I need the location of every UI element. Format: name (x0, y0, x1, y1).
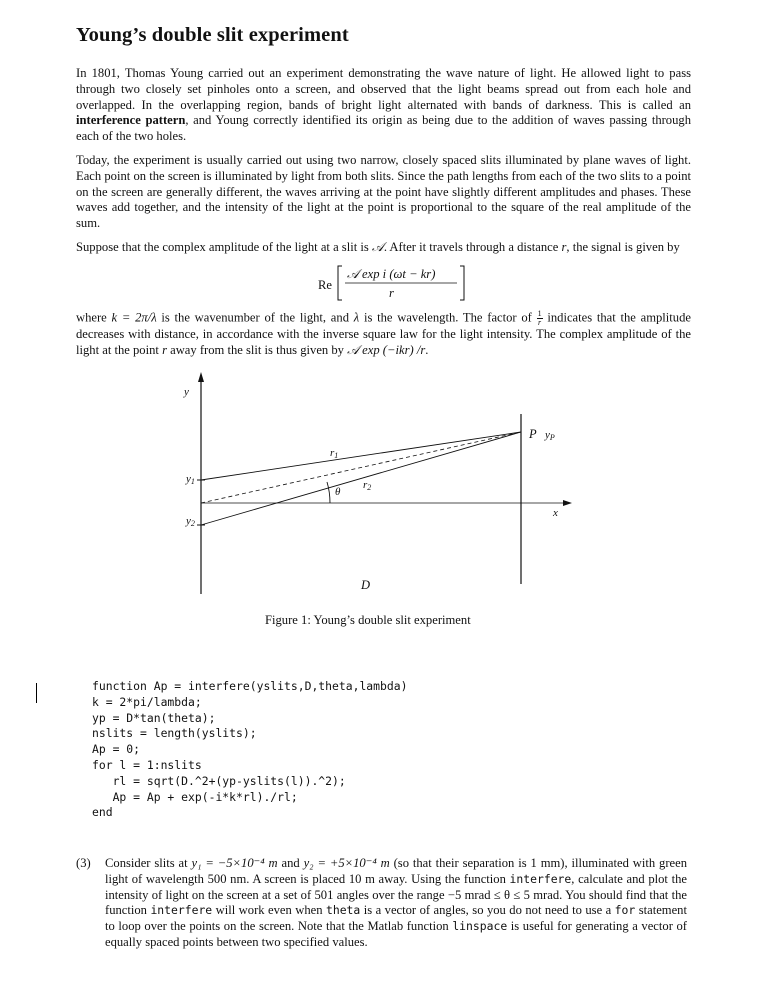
amp-text-c: , the signal is given by (566, 240, 680, 254)
lambda-symbol: λ (353, 310, 360, 325)
text-cursor (36, 683, 37, 703)
label-theta: θ (335, 486, 341, 498)
label-r2: r2 (363, 479, 372, 492)
r-symbol: r (162, 342, 167, 357)
q-text-a: Consider slits at (105, 856, 192, 870)
distance-symbol: r (561, 240, 567, 254)
interfere-keyword-2: interfere (150, 903, 213, 918)
figure-caption: Figure 1: Young’s double slit experiment (265, 613, 471, 627)
label-y: y (184, 386, 189, 398)
question-number: (3) (76, 856, 91, 870)
label-y1: y1 (186, 473, 195, 486)
amp-text-b: . After it travels through a distance (383, 240, 562, 254)
real-part-operator: Re (318, 278, 332, 292)
for-keyword: for (614, 903, 636, 918)
q-text-b: and (277, 856, 304, 870)
label-r1: r1 (330, 447, 339, 460)
amplitude-paragraph (76, 240, 691, 256)
label-x: x (553, 507, 558, 519)
intro-tail: , and Young correctly identified its origin as being due to the addition of waves passing through each of the two holes. (76, 113, 691, 144)
linspace-keyword: linspace (452, 919, 508, 934)
wn-text-c: is the wavelength. The factor of (359, 310, 537, 325)
question-text (105, 856, 687, 951)
equation-denominator: r (389, 286, 394, 300)
wn-text-f: . (425, 342, 429, 357)
page-title: Young’s double slit experiment (76, 24, 349, 46)
intro-text: In 1801, Thomas Young carried out an experiment demonstrating the wave nature of light. He allowed light to pass through two closely set pinholes onto a screen, and observed that the light beams spread out from each hole and overlapped. In the overlapping region, bands of bright light alternated with bands of darkness. This is called an (76, 66, 691, 112)
double-slit-diagram (170, 370, 590, 606)
slit-1-position: y₁ = −5×10⁻⁴ m (191, 856, 278, 870)
label-y2: y2 (186, 515, 195, 528)
theta-keyword: theta (325, 903, 361, 918)
label-P: P (529, 427, 537, 441)
x-axis-arrow (563, 500, 572, 506)
wavenumber-definition: k = 2π/λ (111, 310, 157, 325)
label-yP: yP (545, 429, 555, 442)
label-D: D (361, 578, 371, 592)
fraction-denominator: r (538, 318, 542, 327)
wn-text-d: indicates that the amplitude decreases with distance, in accordance with the inverse square law for the light intensity. The complex amplitude of the light at the point (76, 310, 691, 357)
wn-text-b: is the wavenumber of the light, and (156, 310, 354, 325)
wn-text-a: where (76, 310, 112, 325)
center-dashed-ray (201, 432, 521, 503)
wavenumber-paragraph (76, 310, 691, 359)
amp-text-a: Suppose that the complex amplitude of the light at a slit is (76, 240, 372, 254)
interfere-keyword-1: interfere (509, 871, 572, 886)
equation-numerator: 𝒜 exp i (ωt − kr) (347, 267, 436, 281)
ray-r1 (201, 432, 521, 480)
intro-paragraph (76, 66, 691, 145)
complex-amplitude-expression: 𝒜 exp (−ikr) /r (347, 342, 426, 357)
slit-2-position: y₂ = +5×10⁻⁴ m (303, 856, 390, 870)
q-text-f: is a vector of angles, so you do not need to use a (360, 903, 615, 918)
q-text-h: is useful for generating a vector of equally spaced points between two specified values. (105, 919, 687, 949)
fraction-numerator: 1 (537, 309, 542, 318)
wn-text-e: away from the slit is thus given by (166, 342, 348, 357)
q-text-e: will work even when (212, 903, 326, 918)
q-text-c: (so that their separation is 1 mm), illuminated with green light of wavelength 500 nm. A screen is placed 10 m away. Using the function (105, 856, 687, 886)
q-text-g: statement to loop over the points on the screen. Note that the Matlab function (105, 903, 687, 934)
interference-pattern-term: interference pattern (76, 113, 186, 128)
today-paragraph: Today, the experiment is usually carried out using two narrow, closely spaced slits illuminated by plane waves of light. Each point on the screen is illuminated by light from both slits. Since the path lengths from each of the two slits to a point on the screen are generally different, the waves arriving at the point have slightly different amplitudes and phases. These waves add together, and the intensity of the light at the point is proportional to the square of the real amplitude of the sum. (76, 153, 691, 231)
amp-symbol: 𝒜 (371, 240, 384, 254)
q-text-d: , calculate and plot the intensity of light on the screen at a set of 501 angles over the range −5 mrad ≤ θ ≤ 5 mrad. You should find that the function (105, 871, 687, 918)
matlab-code-block: function Ap = interfere(yslits,D,theta,lambda) k = 2*pi/lambda; yp = D*tan(theta); nslits = length(yslits); Ap = 0; for l = 1:nslits rl = sqrt(D.^2+(yp-yslits(l)).^2); Ap = Ap + exp(-i*k*rl)./rl; end (92, 679, 408, 820)
ray-r2 (201, 432, 521, 525)
theta-arc (327, 482, 330, 503)
y-axis-arrow (198, 372, 204, 382)
